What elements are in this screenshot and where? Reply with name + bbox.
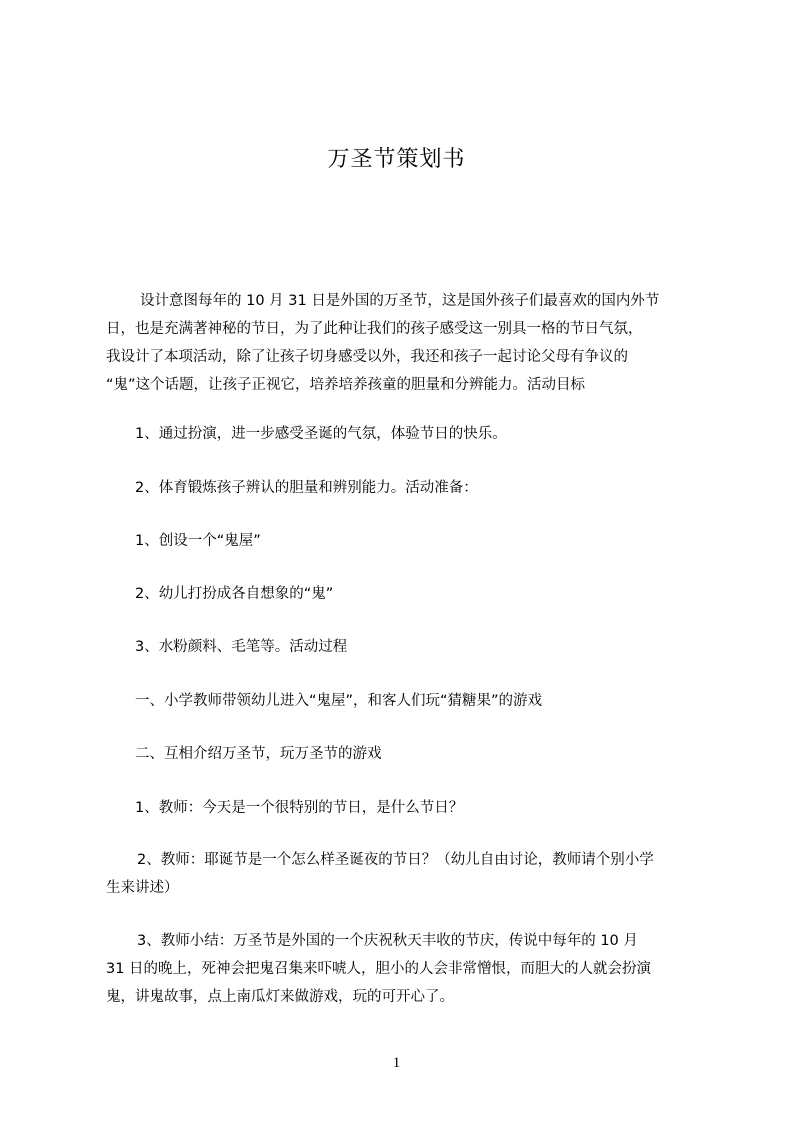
paragraph-teacher-summary (106, 927, 698, 1011)
paragraph-line: 2、教师：耶诞节是一个怎么样圣诞夜的节日？（幼儿自由讨论，教师请个别小学 (137, 852, 654, 868)
paragraph-process-2 (106, 740, 698, 768)
paragraph-line: 设计意图每年的 10 月 31 日是外国的万圣节，这是国外孩子们最喜欢的国内外节 (140, 293, 660, 309)
paragraph-line: 1、教师：今天是一个很特别的节日，是什么节日？ (135, 800, 464, 816)
paragraph-prep-2 (106, 580, 698, 608)
page-number: 1 (392, 1055, 401, 1071)
paragraph-process-1 (106, 687, 698, 715)
document-title: 万圣节策划书 (327, 147, 466, 172)
paragraph-line: 鬼，讲鬼故事，点上南瓜灯来做游戏，玩的可开心了。 (106, 989, 454, 1005)
paragraph-goal-2 (106, 474, 698, 502)
paragraph-teacher-2 (106, 846, 698, 902)
paragraph-line: 我设计了本项活动，除了让孩子切身感受以外，我还和孩子一起讨论父母有争议的 (106, 349, 628, 365)
paragraph-prep-3 (106, 633, 698, 661)
paragraph-line: 3、教师小结：万圣节是外国的一个庆祝秋天丰收的节庆，传说中每年的 10 月 (137, 933, 638, 949)
paragraph-goal-1 (106, 420, 698, 448)
paragraph-line: 日，也是充满著神秘的节日，为了此种让我们的孩子感受这一别具一格的节日气氛， (106, 321, 643, 337)
paragraph-line: 一、小学教师带领幼儿进入“鬼屋”，和客人们玩“猜糖果”的游戏 (135, 693, 543, 709)
paragraph-line: “鬼”这个话题，让孩子正视它，培养培养孩童的胆量和分辨能力。活动目标 (106, 377, 586, 393)
paragraph-line: 生来讲述） (106, 880, 179, 896)
paragraph-line: 1、通过扮演，进一步感受圣诞的气氛，体验节日的快乐。 (135, 426, 507, 442)
paragraph-line: 3、水粉颜料、毛笔等。活动过程 (135, 639, 348, 655)
paragraph-line: 1、创设一个“鬼屋” (135, 533, 261, 549)
paragraph-prep-1 (106, 527, 698, 555)
paragraph-design-intent (106, 287, 698, 399)
paragraph-line: 二、互相介绍万圣节，玩万圣节的游戏 (135, 746, 382, 762)
paragraph-line: 2、幼儿打扮成各自想象的“鬼” (135, 586, 334, 602)
paragraph-line: 31 日的晚上，死神会把鬼召集来吓唬人，胆小的人会非常憎恨，而胆大的人就会扮演 (106, 961, 652, 977)
paragraph-line: 2、体育锻炼孩子辨认的胆量和辨别能力。活动准备： (135, 480, 478, 496)
paragraph-teacher-1 (106, 794, 698, 822)
